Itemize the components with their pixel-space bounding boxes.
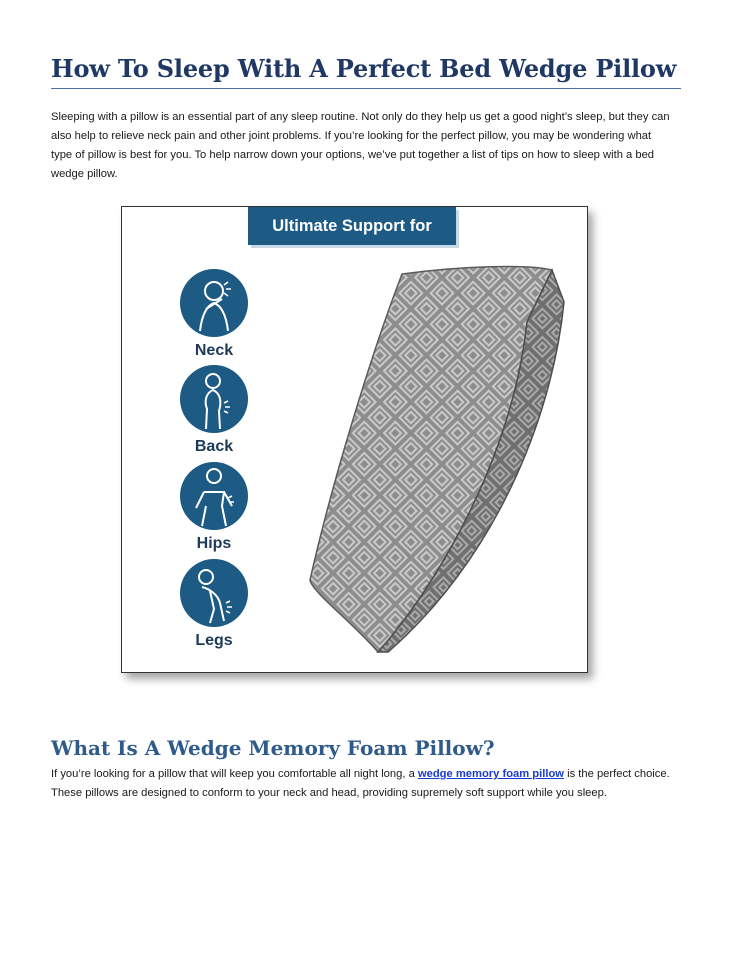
product-image	[121, 206, 588, 673]
legs-pain-icon	[180, 559, 248, 627]
support-back	[178, 365, 250, 456]
support-neck	[178, 269, 250, 360]
image-banner: Ultimate Support for	[248, 207, 456, 245]
support-legs	[178, 559, 250, 650]
back-label: Back	[194, 438, 234, 455]
neck-label: Neck	[194, 342, 234, 359]
legs-label: Legs	[195, 632, 233, 649]
page-title: How To Sleep With A Perfect Bed Wedge Pillow	[51, 54, 677, 83]
support-hips	[178, 462, 250, 553]
section-text-before: If you’re looking for a pillow that will keep you comfortable all night long, a	[51, 768, 418, 780]
section-paragraph	[51, 765, 671, 803]
intro-paragraph: Sleeping with a pillow is an essential part of any sleep routine. Not only do they help us get a good night’s sleep, but they can also help to relieve neck pain and other joint problems. If you’re looking for the perfect pillow, you may be wondering what type of pillow is best for you. To help narrow down your options, we’ve put together a list of tips on how to sleep with a bed wedge pillow.	[51, 111, 670, 180]
title-divider	[51, 88, 681, 89]
wedge-pillow-link[interactable]: wedge memory foam pillow	[417, 768, 564, 780]
back-pain-icon	[180, 365, 248, 433]
section-text-after: is the perfect choice. These pillows are designed to conform to your neck and head, providing supremely soft support while you sleep.	[51, 768, 670, 799]
neck-pain-icon	[180, 269, 248, 337]
section-heading: What Is A Wedge Memory Foam Pillow?	[51, 736, 495, 760]
wedge-pillow-illustration	[302, 262, 572, 662]
hips-pain-icon	[180, 462, 248, 530]
hips-label: Hips	[196, 535, 232, 552]
